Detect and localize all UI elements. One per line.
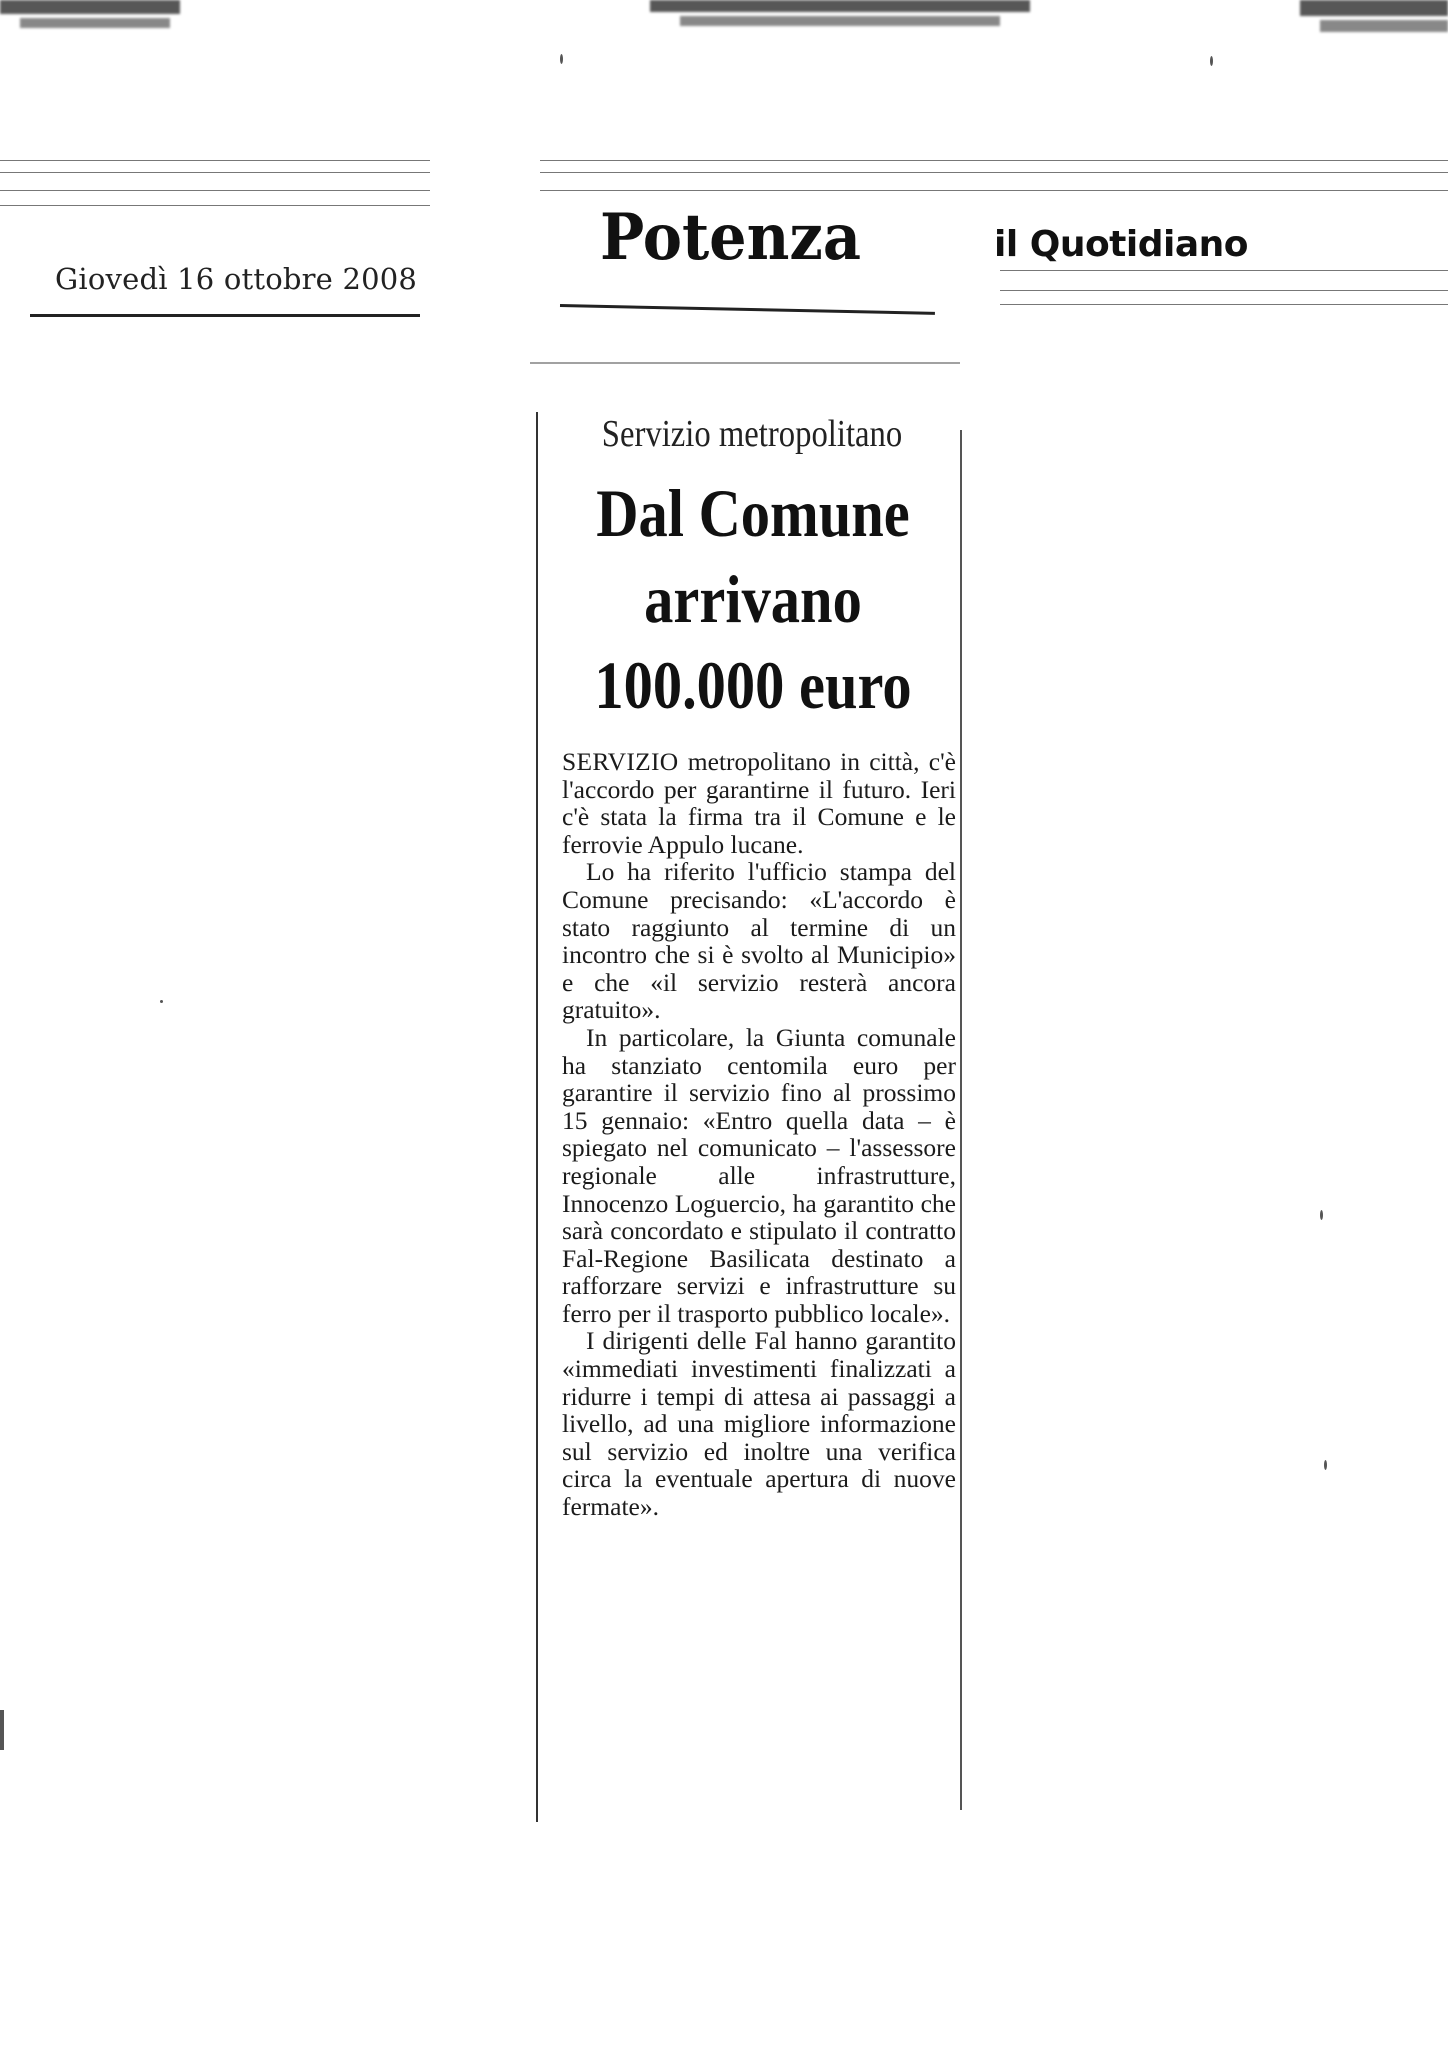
scan-speck — [1324, 1460, 1327, 1470]
newspaper-masthead: il Quotidiano — [994, 224, 1248, 265]
page-rule — [0, 190, 430, 191]
date-underline — [30, 314, 420, 317]
page-rule — [1000, 270, 1448, 271]
article-headline: Dal Comune arrivano 100.000 euro — [594, 475, 912, 723]
page-rule — [0, 172, 430, 173]
publication-date: Giovedì 16 ottobre 2008 — [55, 262, 418, 296]
page-rule — [1000, 290, 1448, 291]
scan-artifact — [0, 0, 180, 14]
article-paragraph: In particolare, la Giunta comunale ha stanziato centomila euro per garantire il servizio fino al prossimo 15 gennaio: «Entro quella data – è spiegato nel comunicato – l'assessore regionale alle infrastrutture, Innocenzo Loguercio, ha garantito che sarà concordato e stipulato il contratto Fal-Regione Basilicata destinato a rafforzare servizi e infrastrutture su ferro per il trasporto pubblico locale». — [562, 1022, 956, 1328]
clipping-top-edge — [530, 362, 960, 364]
lead-word: SERVIZIO — [562, 747, 679, 776]
article-body — [562, 748, 956, 1521]
page-rule — [0, 205, 430, 206]
scan-artifact — [1320, 20, 1448, 32]
scan-speck — [160, 1000, 163, 1003]
article-paragraph: SERVIZIO metropolitano in città, c'è l'accordo per garantirne il futuro. Ieri c'è stata la firma tra il Comune e le ferrovie Appulo lucane. — [562, 747, 956, 859]
column-rule-left — [536, 412, 538, 1822]
scan-artifact — [1300, 0, 1448, 16]
scan-speck — [1320, 1210, 1323, 1220]
page-rule — [540, 190, 1448, 191]
scan-speck — [0, 1710, 4, 1750]
page-rule — [0, 160, 430, 161]
page-rule — [540, 172, 1448, 173]
scan-speck — [1210, 56, 1213, 66]
section-underline — [560, 304, 935, 315]
column-rule-right — [960, 430, 962, 1810]
scan-artifact — [680, 16, 1000, 26]
scan-speck — [560, 54, 563, 64]
article-paragraph: Lo ha riferito l'ufficio stampa del Comune precisando: «L'accordo è stato raggiunto al termine di un incontro che si è svolto al Municipio» e che «il servizio resterà ancora gratuito». — [562, 857, 956, 1025]
article-paragraph: I dirigenti delle Fal hanno garantito «immediati investimenti finalizzati a ridurre i tempi di attesa ai passaggi a livello, ad una migliore informazione sul servizio ed inoltre una verifica circa la eventuale apertura di nuove fermate». — [562, 1326, 956, 1522]
scan-artifact — [20, 18, 170, 28]
section-title: Potenza — [600, 200, 862, 275]
article-kicker: Servizio metropolitano — [601, 413, 903, 455]
page-rule — [540, 160, 1448, 161]
page-rule — [1000, 304, 1448, 305]
scan-artifact — [650, 0, 1030, 12]
